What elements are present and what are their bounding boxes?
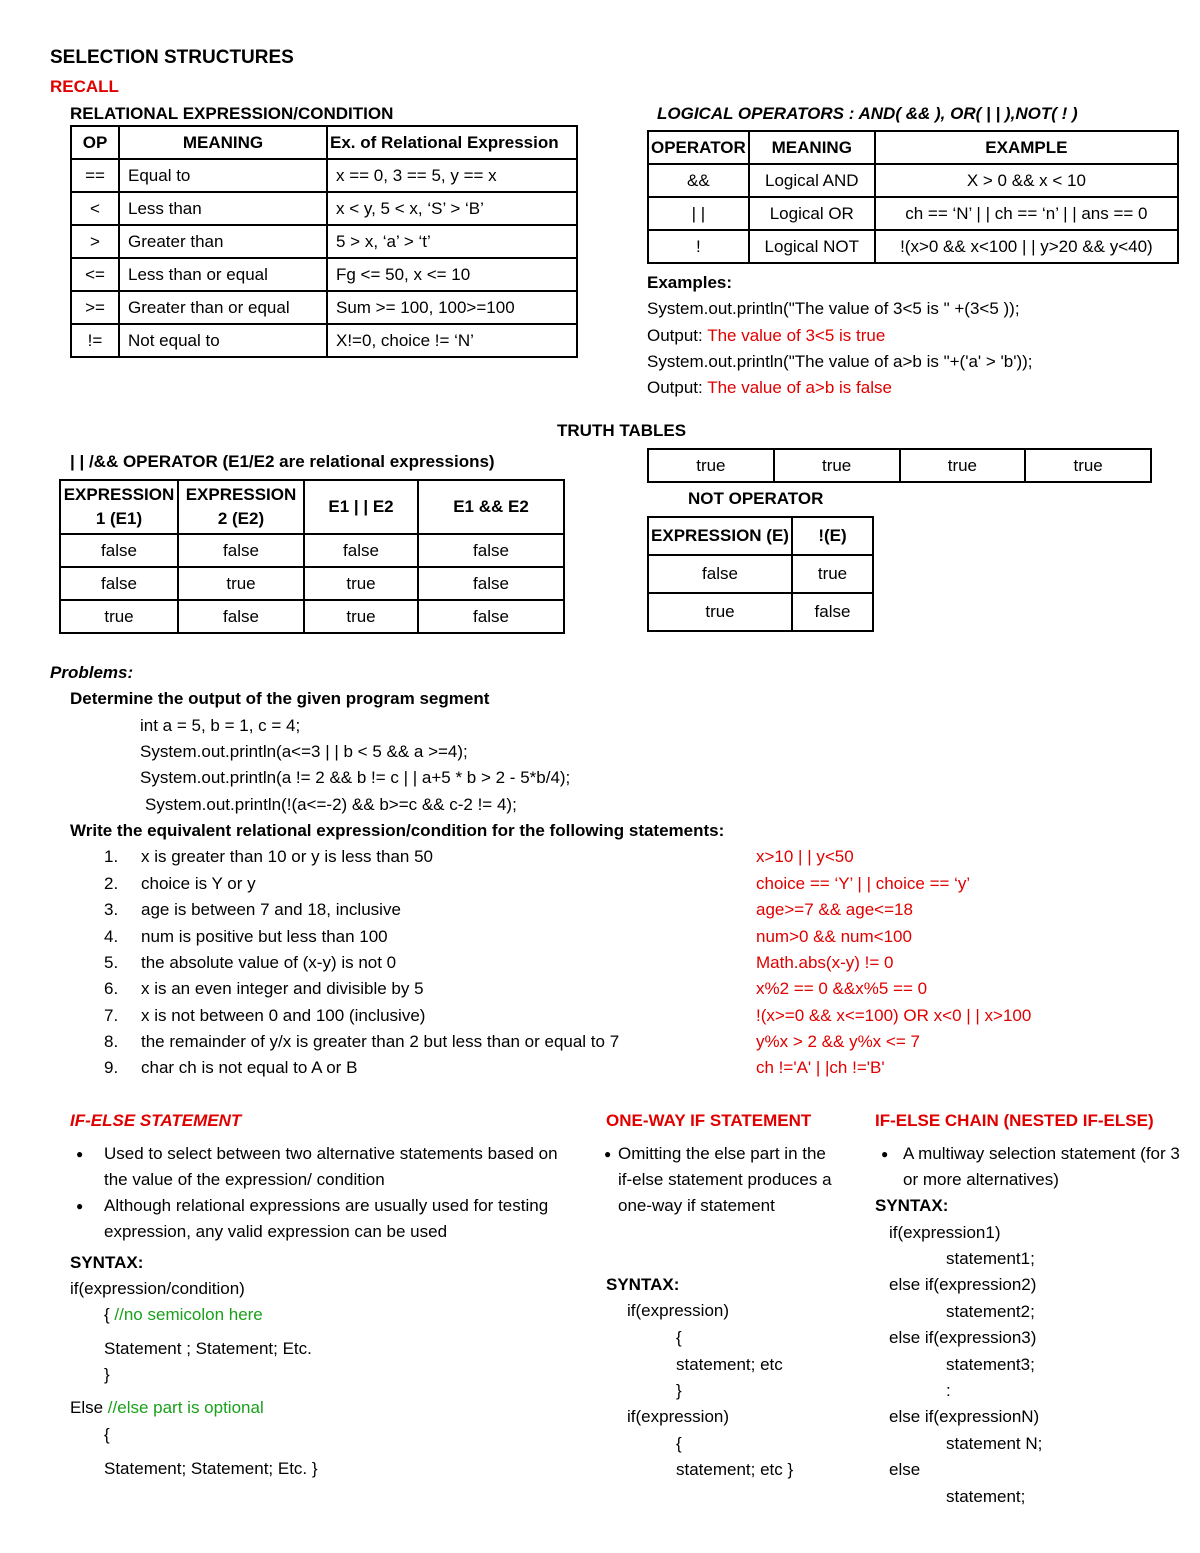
- table-cell: true: [178, 567, 304, 600]
- table-header-row: [648, 131, 1178, 164]
- output-label: Output:: [647, 378, 708, 397]
- if-else-chain-heading: IF-ELSE CHAIN (NESTED IF-ELSE): [875, 1111, 1154, 1130]
- problem-answer: y%x > 2 && y%x <= 7: [756, 1032, 920, 1051]
- comment: //no semicolon here: [114, 1305, 263, 1324]
- syntax-line: }: [104, 1365, 110, 1384]
- header-e1: EXPRESSION 1 (E1): [60, 480, 178, 534]
- header-not: !(E): [792, 517, 873, 555]
- problem-statement: num is positive but less than 100: [141, 927, 388, 946]
- header-meaning: MEANING: [119, 126, 327, 159]
- table-cell: true: [900, 449, 1026, 482]
- table-cell: false: [304, 534, 418, 567]
- problem-number: 3.: [104, 900, 119, 919]
- not-operator-heading: NOT OPERATOR: [688, 489, 824, 508]
- table-cell: X > 0 && x < 10: [875, 164, 1178, 197]
- example-code-1: System.out.println("The value of 3<5 is " +(3<5 ));: [647, 299, 1020, 318]
- problem-answer: choice == ‘Y’ | | choice == ‘y’: [756, 874, 971, 893]
- if-else-syntax-label: SYNTAX:: [70, 1253, 144, 1272]
- table-row: [71, 159, 577, 192]
- table-cell: >=: [71, 291, 119, 324]
- problem-answer: x%2 == 0 &&x%5 == 0: [756, 979, 928, 998]
- example-code-2: System.out.println("The value of a>b is "+('a' > 'b'));: [647, 352, 1033, 371]
- table-cell: <=: [71, 258, 119, 291]
- bullet-item: ● A multiway selection statement (for 3 or more alternatives): [875, 1141, 1185, 1193]
- problem-statement: choice is Y or y: [141, 874, 256, 893]
- header-expression: EXPRESSION (E): [648, 517, 792, 555]
- syntax-line: Statement; Statement; Etc. }: [104, 1459, 318, 1478]
- table-header-row: [60, 480, 564, 534]
- or-and-heading: | | /&& OPERATOR (E1/E2 are relational expressions): [70, 452, 495, 471]
- table-cell: Greater than: [119, 225, 327, 258]
- header-operator: OPERATOR: [648, 131, 749, 164]
- problem-answer: x>10 | | y<50: [756, 847, 854, 866]
- table-cell: false: [418, 567, 564, 600]
- table-cell: true: [304, 567, 418, 600]
- table-row: [71, 258, 577, 291]
- syntax-line: if(expression/condition): [70, 1279, 245, 1298]
- syntax-line: statement1;: [946, 1249, 1035, 1268]
- truth-tables-heading: TRUTH TABLES: [557, 421, 687, 440]
- table-row: [648, 449, 1151, 482]
- table-cell: Sum >= 100, 100>=100: [327, 291, 577, 324]
- table-cell: !(x>0 && x<100 | | y>20 && y<40): [875, 230, 1178, 263]
- recall-label: RECALL: [50, 77, 119, 96]
- syntax-line: if(expression): [627, 1407, 730, 1426]
- table-cell: true: [774, 449, 900, 482]
- syntax-line: if(expression1): [889, 1223, 1001, 1242]
- chain-bullets: [875, 1141, 1185, 1193]
- table-cell: Logical OR: [749, 197, 875, 230]
- else-keyword: Else: [70, 1398, 108, 1417]
- determine-instruction: Determine the output of the given program segment: [70, 689, 490, 708]
- table-cell: Equal to: [119, 159, 327, 192]
- table-cell: false: [178, 534, 304, 567]
- syntax-line: else if(expressionN): [889, 1407, 1040, 1426]
- table-cell: X!=0, choice != ‘N’: [327, 324, 577, 357]
- problem-statement: the remainder of y/x is greater than 2 but less than or equal to 7: [141, 1032, 620, 1051]
- syntax-line: statement N;: [946, 1434, 1043, 1453]
- table-cell: false: [418, 534, 564, 567]
- problem-number: 9.: [104, 1058, 119, 1077]
- one-way-bullets: [598, 1141, 838, 1219]
- problem-number: 8.: [104, 1032, 119, 1051]
- table-header-row: [648, 517, 873, 555]
- table-cell: true: [648, 593, 792, 631]
- syntax-line: [104, 1302, 263, 1328]
- problem-number: 4.: [104, 927, 119, 946]
- syntax-line: {: [104, 1425, 110, 1444]
- syntax-line: :: [946, 1381, 951, 1400]
- table-cell: true: [648, 449, 774, 482]
- table-row: [60, 567, 564, 600]
- page-title: SELECTION STRUCTURES: [50, 47, 294, 68]
- chain-syntax-label: SYNTAX:: [875, 1196, 949, 1215]
- header-meaning: MEANING: [749, 131, 875, 164]
- header-example: EXAMPLE: [875, 131, 1178, 164]
- bullet-item: ● Although relational expressions are usually used for testing expression, any valid expression can be used: [70, 1193, 570, 1245]
- table-row: [648, 197, 1178, 230]
- table-cell: !: [648, 230, 749, 263]
- code-line: System.out.println(!(a<=-2) && b>=c && c-2 != 4);: [145, 795, 517, 814]
- table-cell: false: [792, 593, 873, 631]
- syntax-line: statement; etc }: [676, 1460, 794, 1479]
- problem-answer: num>0 && num<100: [756, 927, 912, 946]
- table-row: [648, 164, 1178, 197]
- brace: {: [104, 1305, 115, 1324]
- syntax-line: else if(expression3): [889, 1328, 1037, 1347]
- problem-statement: age is between 7 and 18, inclusive: [141, 900, 401, 919]
- not-truth-table: [647, 516, 874, 632]
- syntax-line: else: [889, 1460, 921, 1479]
- syntax-line: else if(expression2): [889, 1275, 1037, 1294]
- problem-statement: x is greater than 10 or y is less than 50: [141, 847, 433, 866]
- syntax-line: statement;: [946, 1487, 1026, 1506]
- table-cell: false: [60, 567, 178, 600]
- problem-answer: ch !='A' | |ch !='B': [756, 1058, 885, 1077]
- problem-statement: x is an even integer and divisible by 5: [141, 979, 424, 998]
- if-else-bullets: [70, 1141, 570, 1245]
- table-cell: Logical NOT: [749, 230, 875, 263]
- table-cell: ==: [71, 159, 119, 192]
- table-row: [648, 593, 873, 631]
- table-cell: &&: [648, 164, 749, 197]
- problem-number: 6.: [104, 979, 119, 998]
- problem-answer: !(x>=0 && x<=100) OR x<0 | | x>100: [756, 1006, 1032, 1025]
- table-cell: Less than: [119, 192, 327, 225]
- relational-heading: RELATIONAL EXPRESSION/CONDITION: [70, 104, 394, 123]
- example-output-2: [647, 375, 892, 401]
- table-cell: false: [418, 600, 564, 633]
- header-e2: EXPRESSION 2 (E2): [178, 480, 304, 534]
- output-value: The value of 3<5 is true: [707, 326, 886, 345]
- syntax-line: {: [676, 1434, 682, 1453]
- syntax-line: Statement ; Statement; Etc.: [104, 1339, 312, 1358]
- problem-number: 7.: [104, 1006, 119, 1025]
- table-cell: Less than or equal: [119, 258, 327, 291]
- bullet-item: ● Used to select between two alternative statements based on the value of the expression/ condition: [70, 1141, 570, 1193]
- table-cell: >: [71, 225, 119, 258]
- or-and-truth-table: [59, 479, 565, 634]
- true-row-table: [647, 448, 1152, 483]
- header-and: E1 && E2: [418, 480, 564, 534]
- output-label: Output:: [647, 326, 708, 345]
- table-cell: <: [71, 192, 119, 225]
- problem-number: 2.: [104, 874, 119, 893]
- table-cell: false: [648, 555, 792, 593]
- table-cell: true: [1025, 449, 1151, 482]
- table-cell: true: [60, 600, 178, 633]
- syntax-line: [70, 1395, 264, 1421]
- table-row: [71, 225, 577, 258]
- problems-label: Problems:: [50, 663, 134, 682]
- syntax-line: statement; etc: [676, 1355, 783, 1374]
- problem-statement: x is not between 0 and 100 (inclusive): [141, 1006, 426, 1025]
- problem-answer: age>=7 && age<=18: [756, 900, 913, 919]
- header-op: OP: [71, 126, 119, 159]
- syntax-line: statement2;: [946, 1302, 1035, 1321]
- code-line: int a = 5, b = 1, c = 4;: [140, 716, 301, 735]
- one-way-syntax-label: SYNTAX:: [606, 1275, 680, 1294]
- header-example: Ex. of Relational Expression: [327, 126, 577, 159]
- table-row: [60, 600, 564, 633]
- table-row: [71, 291, 577, 324]
- table-cell: x < y, 5 < x, ‘S’ > ‘B’: [327, 192, 577, 225]
- syntax-line: if(expression): [627, 1301, 730, 1320]
- table-cell: true: [792, 555, 873, 593]
- output-value: The value of a>b is false: [707, 378, 892, 397]
- examples-label: Examples:: [647, 273, 733, 292]
- table-cell: !=: [71, 324, 119, 357]
- syntax-line: statement3;: [946, 1355, 1035, 1374]
- header-or: E1 | | E2: [304, 480, 418, 534]
- table-cell: ch == ‘N’ | | ch == ‘n’ | | ans == 0: [875, 197, 1178, 230]
- table-cell: 5 > x, ‘a’ > ‘t’: [327, 225, 577, 258]
- table-row: [71, 324, 577, 357]
- table-cell: Logical AND: [749, 164, 875, 197]
- logical-heading: LOGICAL OPERATORS : AND( && ), OR( | | ),NOT( ! ): [657, 104, 1078, 123]
- code-line: System.out.println(a != 2 && b != c | | a+5 * b > 2 - 5*b/4);: [140, 768, 571, 787]
- problem-answer: Math.abs(x-y) != 0: [756, 953, 894, 972]
- comment: //else part is optional: [107, 1398, 264, 1417]
- table-cell: Greater than or equal: [119, 291, 327, 324]
- write-instruction: Write the equivalent relational expression/condition for the following statements:: [70, 821, 725, 840]
- table-cell: Fg <= 50, x <= 10: [327, 258, 577, 291]
- relational-table: [70, 125, 578, 358]
- table-row: [648, 230, 1178, 263]
- example-output-1: [647, 323, 885, 349]
- table-cell: | |: [648, 197, 749, 230]
- syntax-line: {: [676, 1328, 682, 1347]
- if-else-heading: IF-ELSE STATEMENT: [70, 1111, 242, 1130]
- table-cell: Not equal to: [119, 324, 327, 357]
- syntax-line: }: [676, 1381, 682, 1400]
- table-row: [60, 534, 564, 567]
- code-line: System.out.println(a<=3 | | b < 5 && a >=4);: [140, 742, 468, 761]
- problem-number: 5.: [104, 953, 119, 972]
- table-cell: false: [178, 600, 304, 633]
- table-row: [71, 192, 577, 225]
- problem-statement: the absolute value of (x-y) is not 0: [141, 953, 397, 972]
- problem-number: 1.: [104, 847, 119, 866]
- table-header-row: [71, 126, 577, 159]
- table-cell: false: [60, 534, 178, 567]
- problem-statement: char ch is not equal to A or B: [141, 1058, 358, 1077]
- logical-table: [647, 130, 1179, 264]
- bullet-item: ● Omitting the else part in the if-else statement produces a one-way if statement: [598, 1141, 838, 1219]
- table-cell: x == 0, 3 == 5, y == x: [327, 159, 577, 192]
- table-cell: true: [304, 600, 418, 633]
- one-way-if-heading: ONE-WAY IF STATEMENT: [606, 1111, 812, 1130]
- table-row: [648, 555, 873, 593]
